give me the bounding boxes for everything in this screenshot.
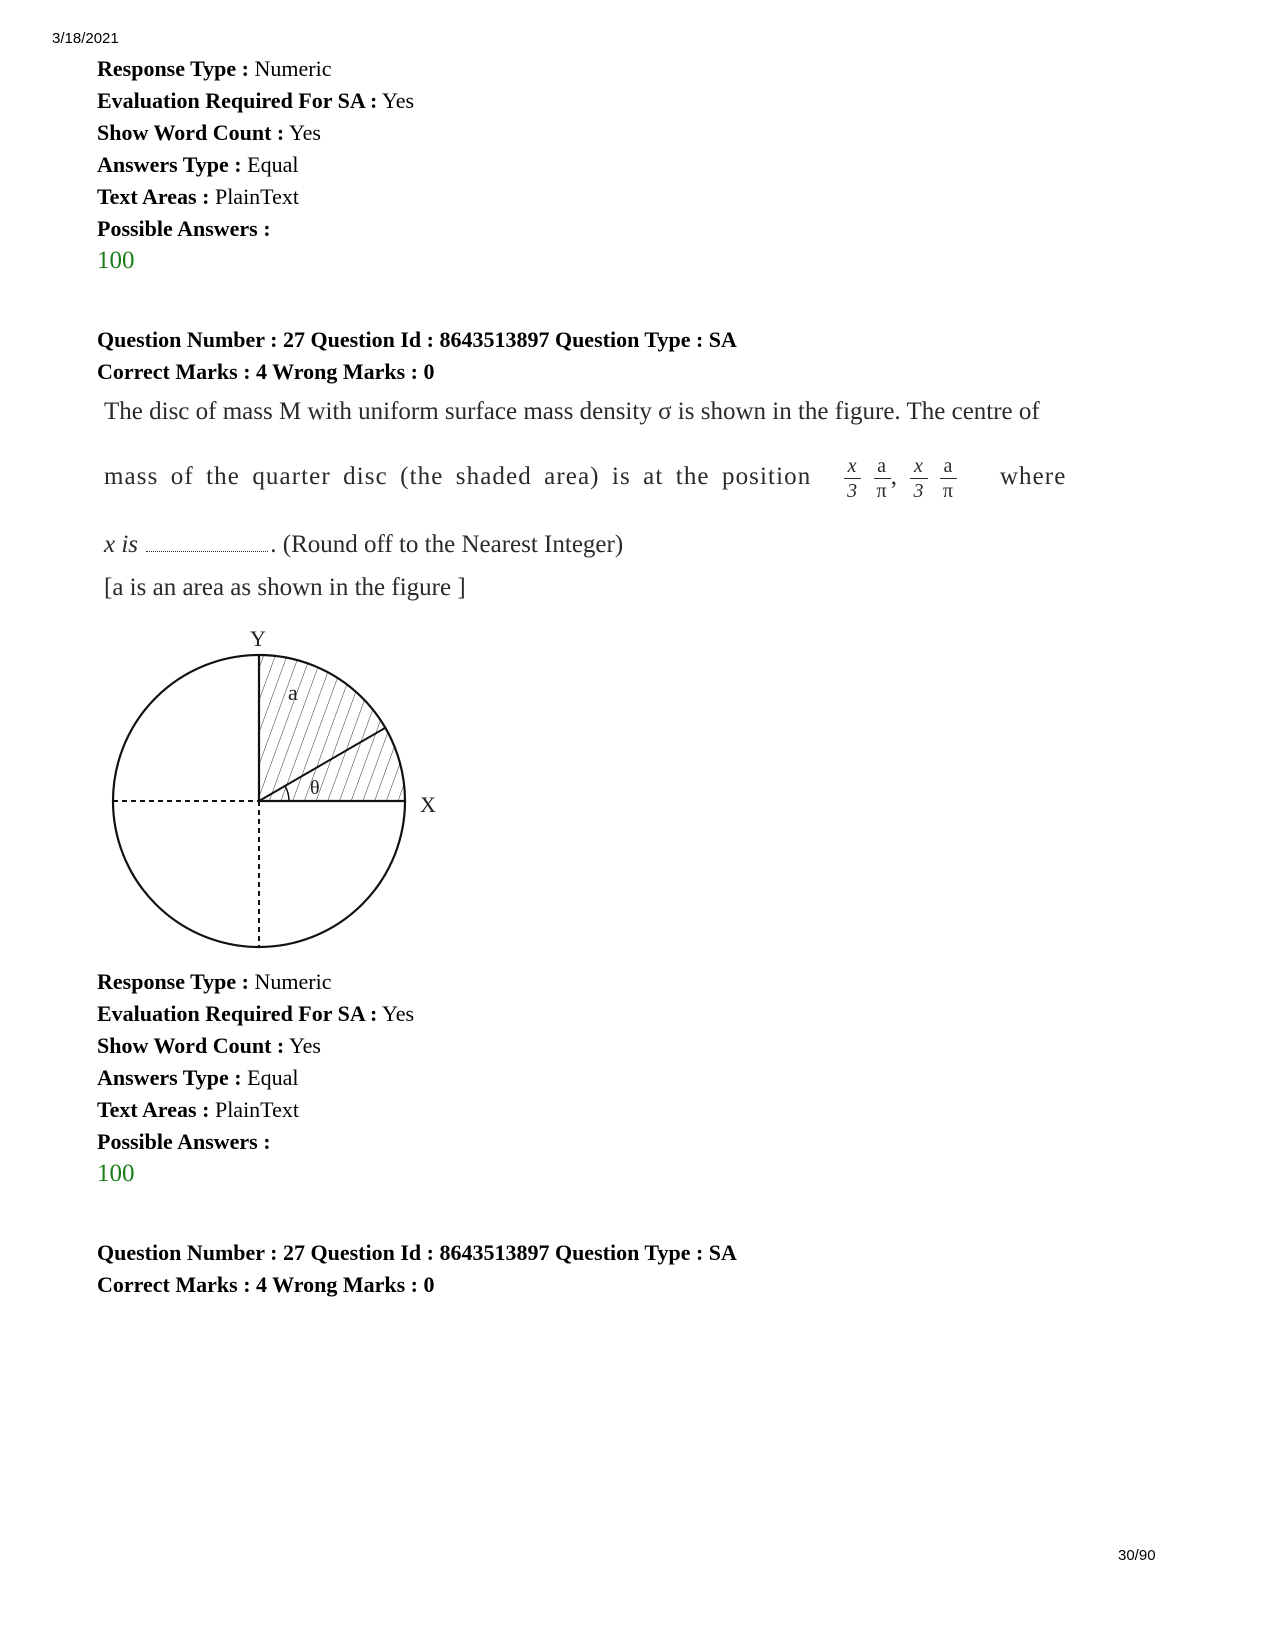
question-text-line-2: mass of the quarter disc (the shaded area) is at the position $\frac{x}{3}$ $\frac{a}{\pi}$ , $\frac{x}{3}$ $\frac{a}{\pi}$ where: [104, 455, 1067, 502]
q1-meta-block: Response Type : Numeric Evaluation Required For SA : Yes Show Word Count : Yes Answers Type : Equal Text Areas : PlainText Possible Answers : 100: [97, 966, 414, 1190]
question-header: Question Number : 27 Question Id : 8643513897 Question Type : SA: [97, 327, 737, 352]
question-marks: Correct Marks : 4 Wrong Marks : 0: [97, 359, 435, 384]
question-text-line-3: x is . (Round off to the Nearest Integer): [104, 531, 624, 558]
page-number: 30/90: [1118, 1547, 1156, 1564]
question-text-line-4: [a is an area as shown in the figure ]: [104, 574, 466, 601]
print-date: 3/18/2021: [52, 30, 119, 47]
y-axis-label: Y: [250, 626, 266, 651]
question-text-line-1: The disc of mass M with uniform surface mass density σ is shown in the figure. The centre of: [104, 398, 1040, 425]
x-axis-label: X: [420, 792, 436, 817]
question-2-marks: Correct Marks : 4 Wrong Marks : 0: [97, 1272, 435, 1297]
prev-possible-answer: 100: [97, 247, 135, 274]
answer-blank: [146, 533, 268, 552]
question-2-header: Question Number : 27 Question Id : 8643513897 Question Type : SA: [97, 1240, 737, 1265]
prev-meta-block: Response Type : Numeric Evaluation Required For SA : Yes Show Word Count : Yes Answers Type : Equal Text Areas : PlainText Possible Answers : 100: [97, 53, 414, 277]
theta-label: θ: [310, 777, 320, 799]
disc-figure: [100, 622, 460, 957]
q1-possible-answer: 100: [97, 1160, 135, 1187]
area-label: a: [288, 680, 298, 705]
